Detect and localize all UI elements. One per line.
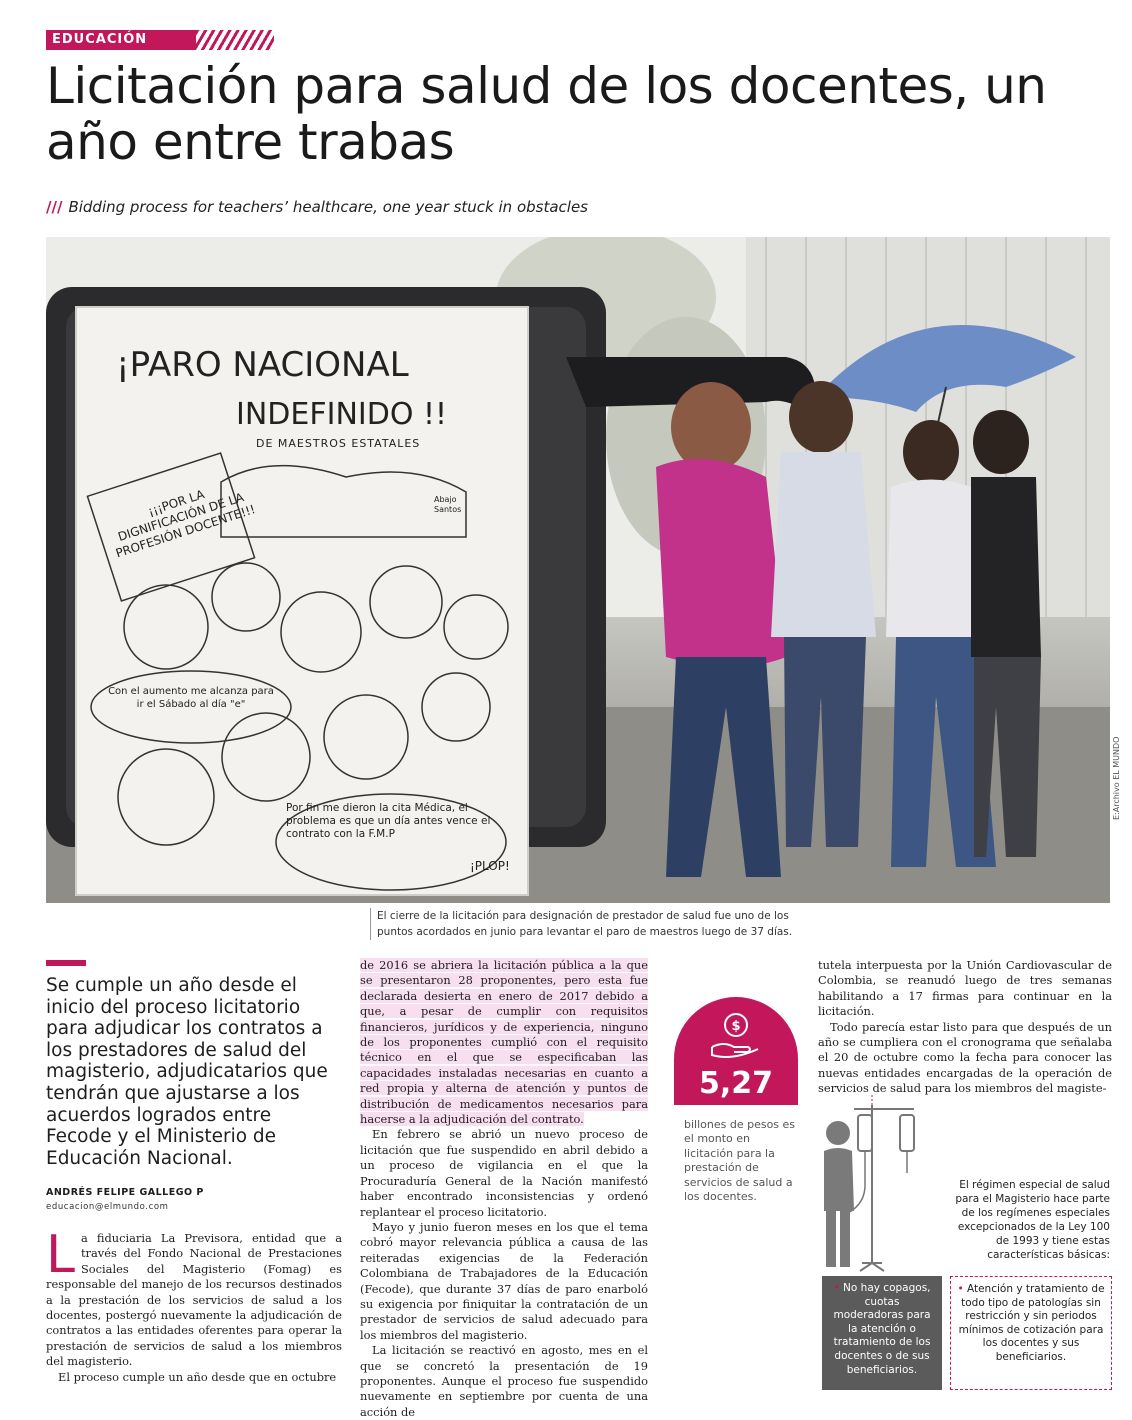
subhead-text: Bidding process for teachers’ healthcare, one year stuck in obstacles — [68, 198, 588, 216]
col3-paragraph-2: Todo parecía estar listo para que después de un año se cumpliera con el cronograma que señalaba el 20 de octubre como la fecha para conocer las nuevas entidades encargadas de la operación de servicios de salud para los miembros del magiste- — [818, 1019, 1112, 1096]
section-label: EDUCACIÓN — [46, 30, 196, 50]
body-column-3 — [818, 958, 1112, 1097]
stat-description: billones de pesos es el monto en licitación para la prestación de servicios de salud a los docentes. — [684, 1118, 796, 1204]
body-column-1 — [46, 1225, 342, 1385]
col1-paragraph-2: El proceso cumple un año desde que en octubre — [58, 1369, 337, 1384]
headline: Licitación para salud de los docentes, un año entre trabas — [46, 57, 1047, 171]
section-stripes — [196, 30, 274, 50]
photo-scene — [46, 237, 1110, 903]
body-column-2 — [360, 958, 648, 1420]
characteristic-2-text: Atención y tratamiento de todo tipo de patologías sin restricción y sin periodos mínimos de cotización para los docentes y sus beneficiarios. — [958, 1283, 1105, 1363]
poster-small-sign: Abajo Santos — [434, 495, 462, 514]
col2-paragraph-1 — [360, 958, 648, 1127]
poster-plop: ¡PLOP! — [470, 859, 510, 873]
bullet-icon: • — [957, 1283, 964, 1295]
byline-email: educacion@elmundo.com — [46, 1202, 169, 1212]
characteristic-1-text: No hay copagos, cuotas moderadoras para la atención o tratamiento de los docentes o de sus beneficiarios. — [833, 1282, 931, 1376]
lead-accent-bar — [46, 960, 86, 966]
poster-line-3: DE MAESTROS ESTATALES — [256, 437, 421, 450]
characteristic-box-1 — [822, 1276, 942, 1390]
subhead-slashes: /// — [46, 198, 63, 216]
byline-author: ANDRÉS FELIPE GALLEGO P — [46, 1187, 204, 1198]
col2-paragraph-1-text: de 2016 se abriera la licitación pública a la que se presentaron 28 proponentes, pero esta fue declarada desierta en enero de 2017 debido a que, a pesar de cumplir con requisitos financieros, jurídicos y de experiencia, ninguno de los proponentes cumplió con el requisito técnico en el que se especificaban las capacidades instaladas necesarias en cuanto a red propia y alterna de atención y puntos de distribución de medicamentos necesarios para hacerse a la adjudicación del contrato. — [360, 958, 648, 1127]
stat-value: 5,27 — [698, 1066, 774, 1101]
regimen-intro: El régimen especial de salud para el Magisterio hace parte de los regímenes especiales excepcionados de la Ley 100 de 1993 y tiene estas características básicas: — [955, 1179, 1110, 1261]
col2-paragraph-2: En febrero se abrió un nuevo proceso de licitación que fue suspendido en abril debido a un proceso de vigilancia en el que la Procuraduría General de la Nación manifestó haber encontrado inconsistencias y ordenó replantear el proceso licitatorio. — [360, 1127, 648, 1219]
col2-paragraph-3: Mayo y junio fueron meses en los que el tema cobró mayor relevancia pública a causa de las reiteradas exigencias de la Federación Colombiana de Trabajadores de la Educación (Fecode), que durante 37 días de paro enarboló su exigencia por finiquitar la contratación de un prestador de servicios de salud adecuado para los miembros del magisterio. — [360, 1219, 648, 1342]
news-photo — [46, 237, 1110, 903]
photo-caption: El cierre de la licitación para designación de prestador de salud fue uno de los puntos acordados en junio para levantar el paro de maestros luego de 37 días. — [370, 908, 827, 940]
section-tag — [46, 30, 274, 50]
svg-text:$: $ — [731, 1019, 741, 1034]
characteristic-box-2 — [950, 1276, 1112, 1390]
bullet-icon: • — [833, 1282, 840, 1294]
col1-paragraph-1: a fiduciaria La Previsora, entidad que a través del Fondo Nacional de Prestaciones Sociales del Magisterio (Fomag) es responsable del manejo de los recursos destinados a la prestación de los servicios de salud a los docentes, postergó nuevamente la adjudicación de contratos a las entidades oferentes para operar la prestación de servicios de salud a los miembros del magisterio. — [46, 1231, 342, 1369]
col2-paragraph-4: La licitación se reactivó en agosto, mes en el que se concretó la presentación de 19 proponentes. Aunque el proceso fue suspendido nuevamente en septiembre por cuenta de una acción de — [360, 1343, 648, 1419]
iv-patient-icon — [818, 1093, 930, 1278]
poster-bubble-2: Por fin me dieron la cita Médica, el problema es que un día antes vence el contrato con la F.M.P — [286, 802, 491, 840]
poster-line-2: INDEFINIDO !! — [236, 397, 448, 432]
lead-paragraph: Se cumple un año desde el inicio del proceso licitatorio para adjudicar los contratos a los prestadores de salud del magisterio, adjudicatarios que tendrán que ajustarse a los acuerdos logrados entre Fecode y el Ministerio de Educación Nacional. — [46, 975, 328, 1169]
poster-sign: ¡¡¡POR LA DIGNIFICACIÓN DE LA PROFESIÓN DOCENTE!!! — [113, 487, 258, 561]
col3-paragraph-1: tutela interpuesta por la Unión Cardiovascular de Colombia, se reanudó luego de tres semanas habilitando a 17 firmas para continuar en la licitación. — [818, 958, 1112, 1019]
poster-line-1: ¡PARO NACIONAL — [116, 345, 409, 385]
poster-bubble-1: Con el aumento me alcanza para ir el Sábado al día "e" — [108, 686, 274, 710]
photo-credit: E:Archivo EL MUNDO — [1112, 736, 1121, 820]
drop-cap: L — [46, 1225, 75, 1285]
subhead — [46, 198, 1046, 216]
